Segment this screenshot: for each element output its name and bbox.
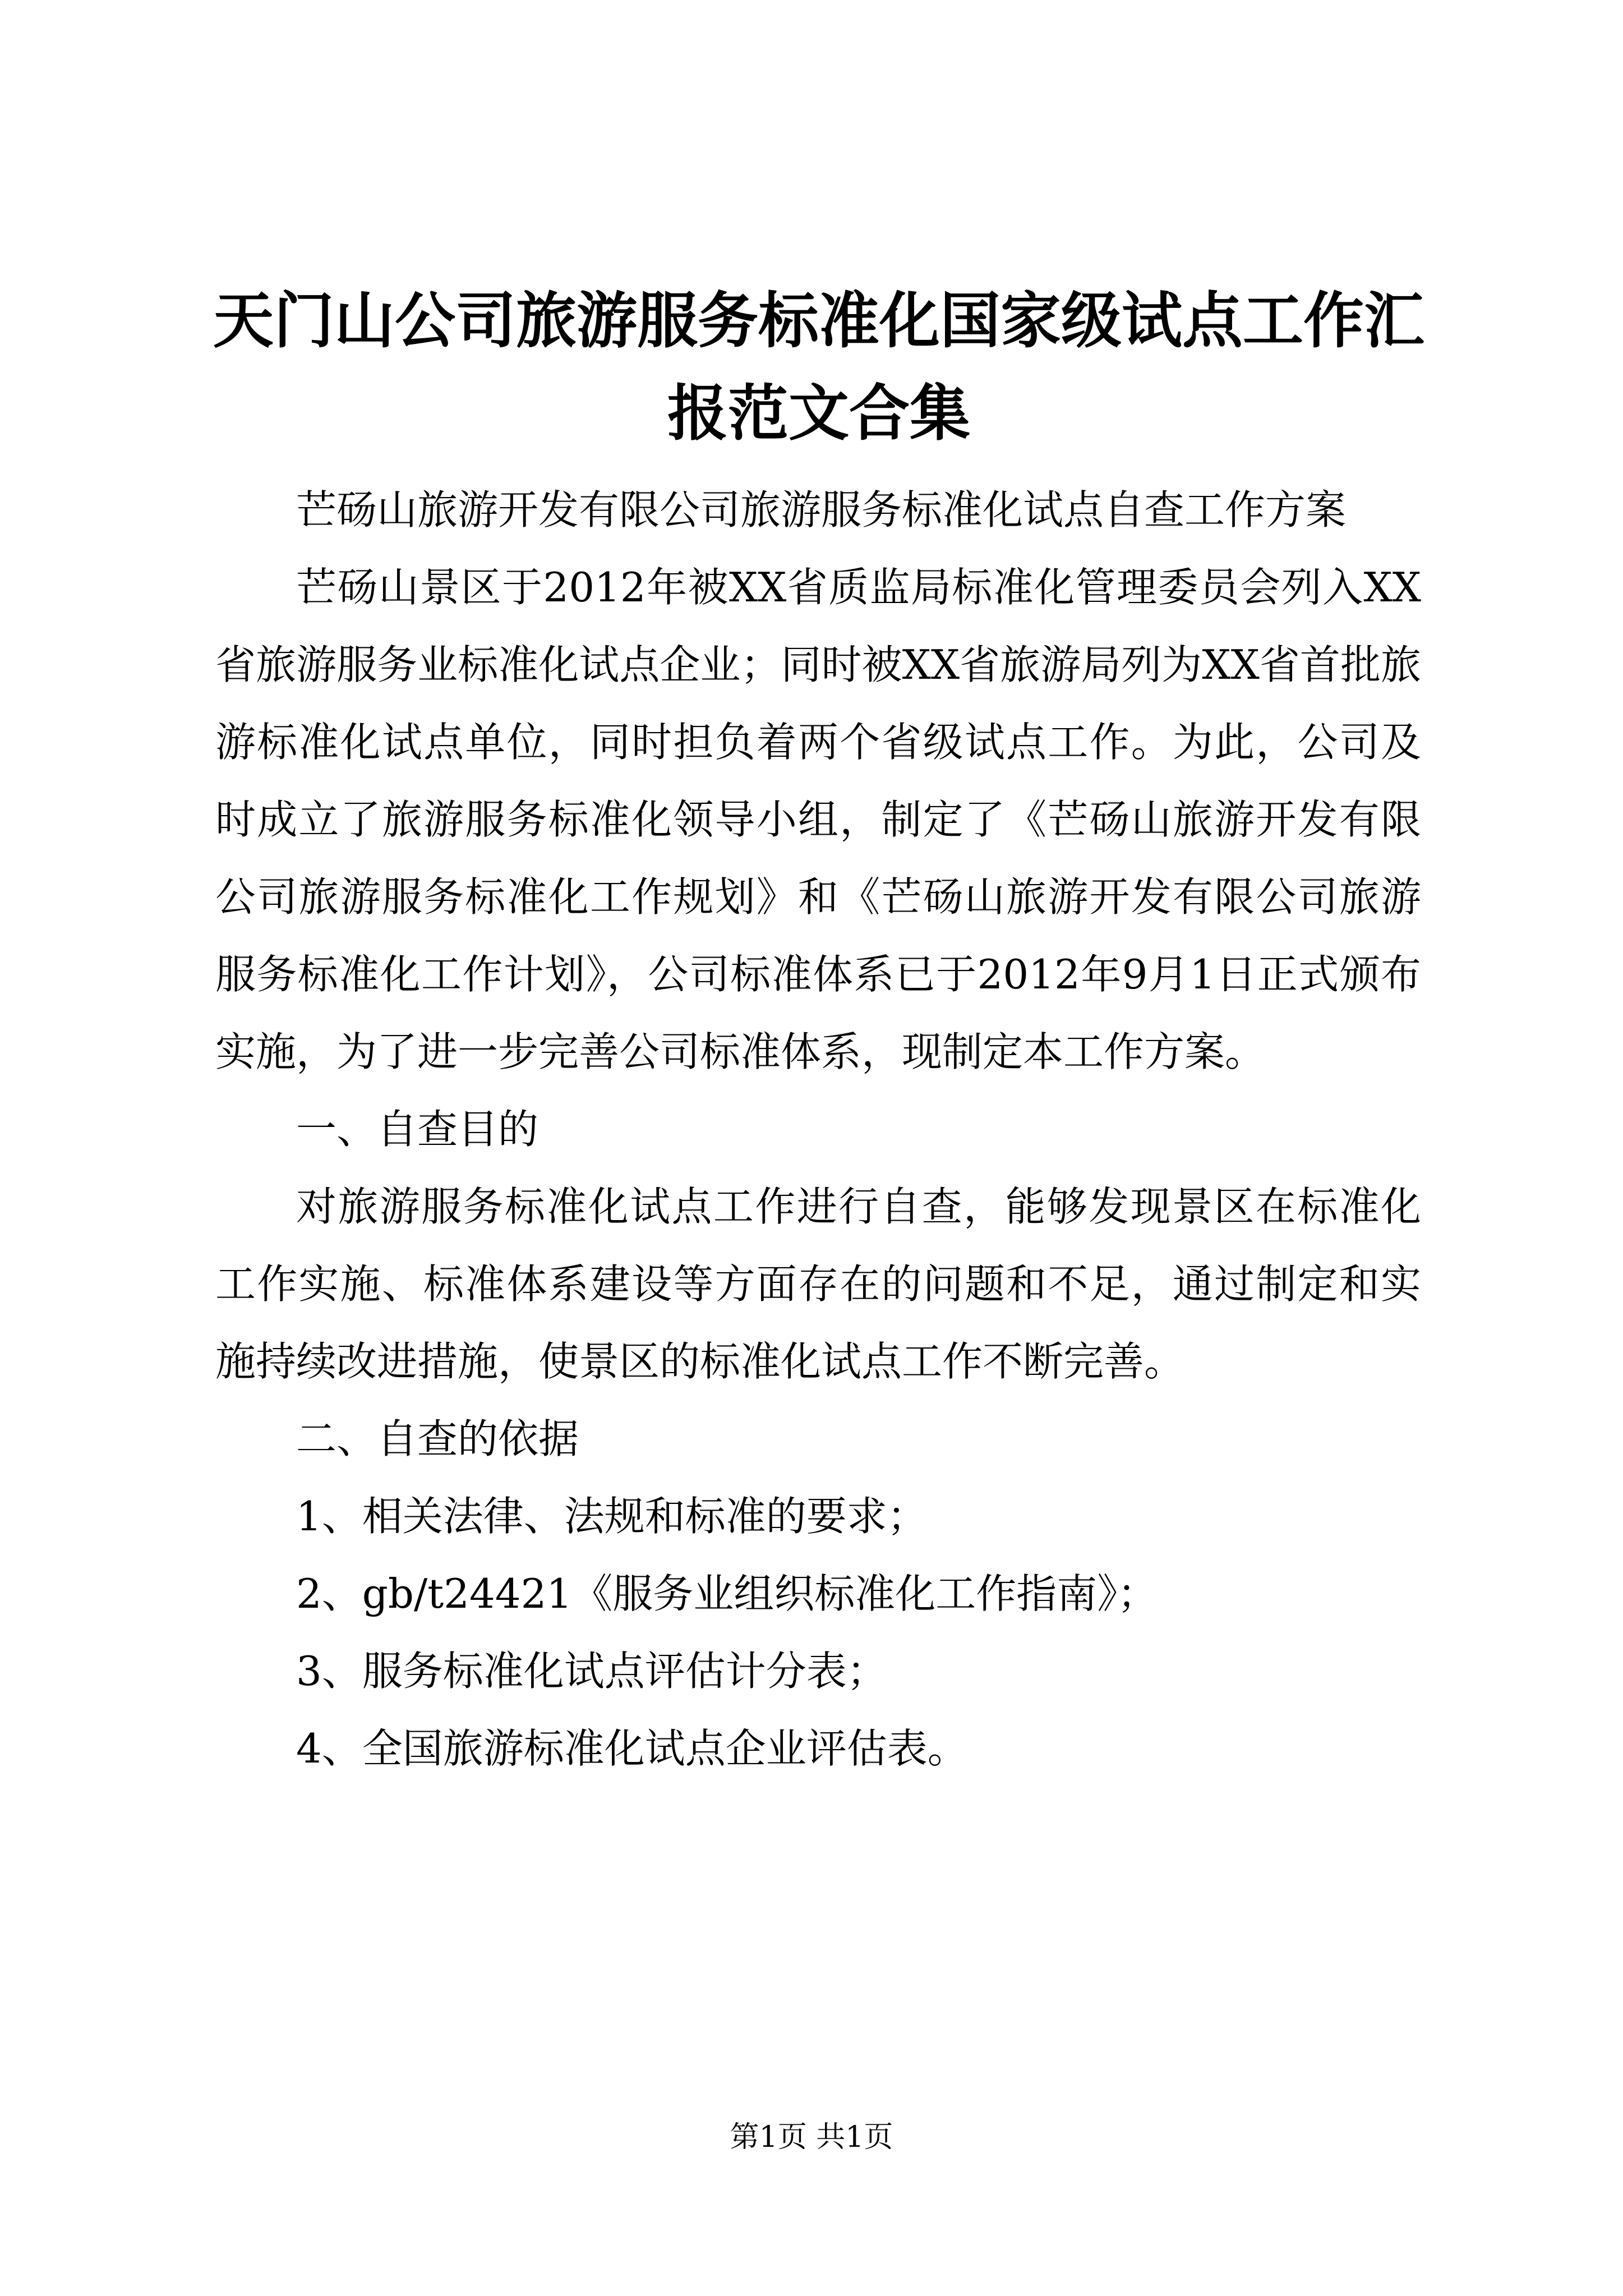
list-item-basis-3: 3、服务标准化试点评估计分表；	[296, 1648, 887, 1695]
paragraph-background: 芒砀山景区于2012年被XX省质监局标准化管理委员会列入XX省旅游服务业标准化试点企业；同时被XX省旅游局列为XX省首批旅游标准化试点单位，同时担负着两个省级试点工作。为此，公司及时成立了旅游服务标准化领导小组，制定了《芒砀山旅游开发有限公司旅游服务标准化工作规划》和《芒砀山旅游开发有限公司旅游服务标准化工作计划》，公司标准体系已于2012年9月1日正式颁布实施，为了进一步完善公司标准体系，现制定本工作方案。	[215, 564, 1421, 1075]
list-item-basis-4: 4、全国旅游标准化试点企业评估表。	[296, 1725, 968, 1772]
list-item-basis-1: 1、相关法律、法规和标准的要求；	[296, 1493, 928, 1540]
list-item-basis-2: 2、gb/t24421《服务业组织标准化工作指南》；	[296, 1570, 1158, 1617]
document-title: 天门山公司旅游服务标准化国家级试点工作汇报范文合集	[213, 286, 1424, 449]
heading-purpose: 一、自查目的	[296, 1106, 539, 1153]
paragraph-plan-title: 芒砀山旅游开发有限公司旅游服务标准化试点自查工作方案	[296, 486, 1347, 533]
document-body	[215, 471, 1421, 1787]
heading-basis: 二、自查的依据	[296, 1415, 579, 1462]
paragraph-purpose: 对旅游服务标准化试点工作进行自查，能够发现景区在标准化工作实施、标准体系建设等方面存在的问题和不足，通过制定和实施持续改进措施，使景区的标准化试点工作不断完善。	[215, 1183, 1421, 1385]
page-footer: 第1页 共1页	[730, 2120, 893, 2154]
